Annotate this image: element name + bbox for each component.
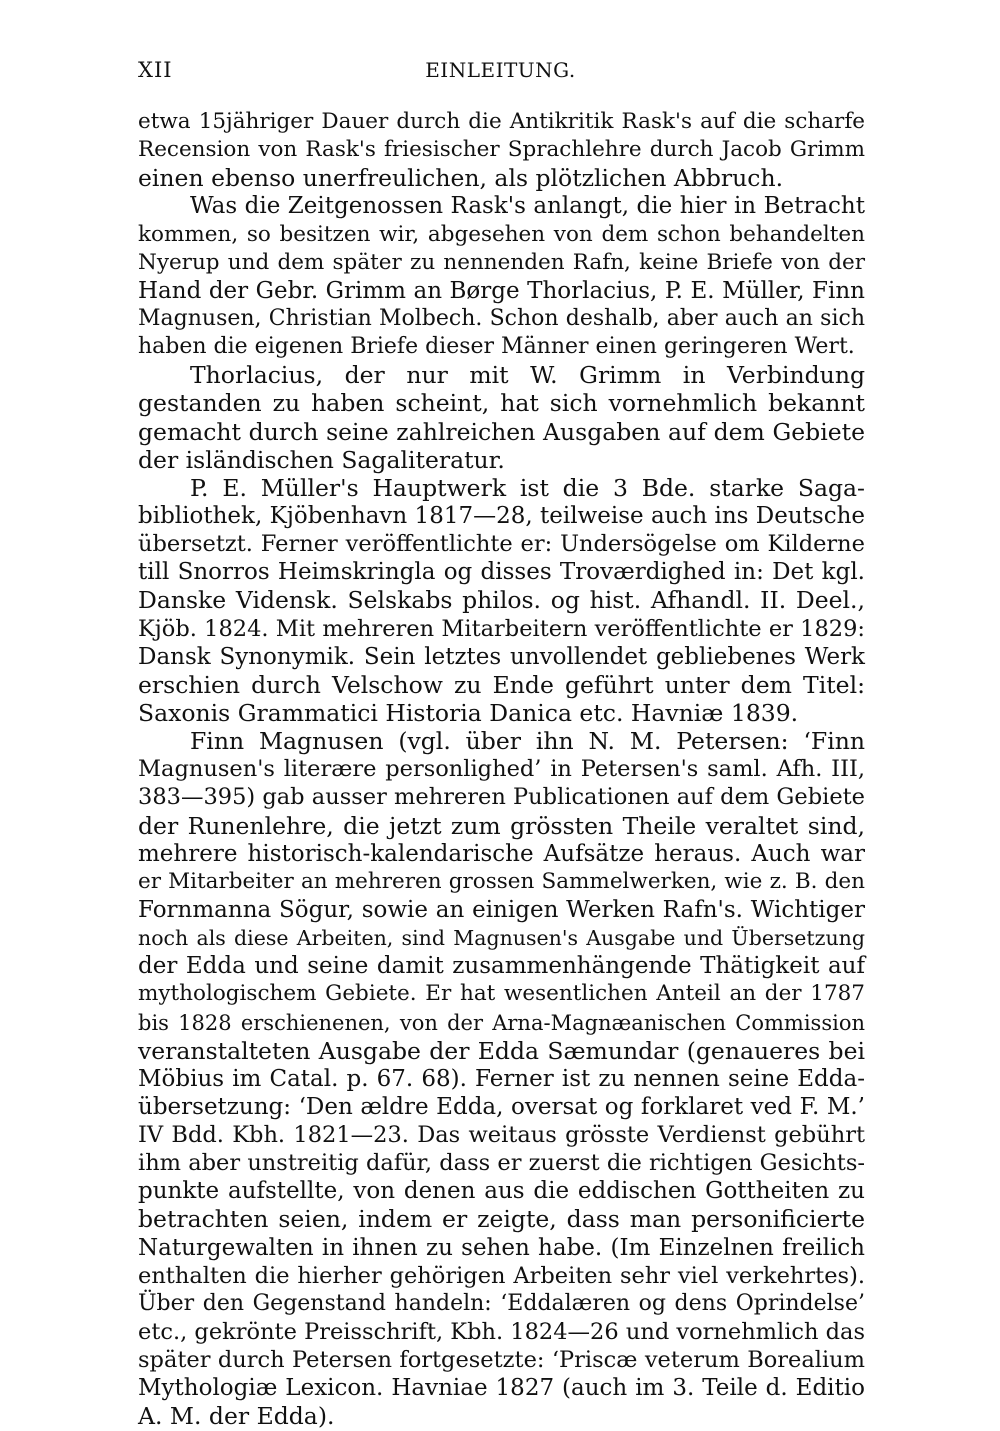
text-line: Thorlacius, der nur mit W. Grimm in Verbindung [190, 361, 865, 390]
text-line: Dansk Synonymik. Sein letztes unvollendet gebliebenes Werk [138, 643, 865, 670]
running-head: EINLEITUNG. [425, 58, 576, 82]
text-line: bis 1828 erschienenen, von der Arna-Magnæanischen Commission [138, 1010, 865, 1035]
text-line: punkte aufstellte, von denen aus die eddischen Gottheiten zu [138, 1178, 865, 1205]
text-line: ihm aber unstreitig dafür, dass er zuerst die richtigen Gesichts- [138, 1150, 865, 1177]
text-line: mythologischem Gebiete. Er hat wesentlichen Anteil an der 1787 [138, 981, 865, 1007]
text-line: der isländischen Sagaliteratur. [138, 445, 505, 474]
text-line: P. E. Müller's Hauptwerk ist die 3 Bde. starke Saga- [190, 473, 865, 502]
text-line: enthalten die hierher gehörigen Arbeiten sehr viel verkehrtes). [138, 1262, 865, 1289]
text-line: der Edda und seine damit zusammenhängende Thätigkeit auf [138, 953, 865, 980]
text-line: Magnusen's literære personlighed’ in Petersen's saml. Afh. III, [138, 756, 865, 783]
text-line: gestanden zu haben scheint, hat sich vornehmlich bekannt [138, 389, 865, 418]
text-line: Danske Vidensk. Selskabs philos. og hist. Afhandl. II. Deel., [138, 586, 865, 615]
text-line: haben die eigenen Briefe dieser Männer einen geringeren Wert. [138, 334, 855, 360]
body-text [138, 108, 865, 1431]
text-line: A. M. der Edda). [138, 1402, 335, 1431]
page-header [138, 58, 863, 86]
text-line: Saxonis Grammatici Historia Danica etc. Havniæ 1839. [138, 698, 799, 727]
text-line: Über den Gegenstand handeln: ‘Eddalæren og dens Oprindelse’ [138, 1290, 865, 1316]
text-line: gemacht durch seine zahlreichen Ausgaben auf dem Gebiete [138, 417, 865, 446]
text-line: veranstalteten Ausgabe der Edda Sæmundar (genaueres bei [138, 1036, 865, 1065]
text-line: etc., gekrönte Preisschrift, Kbh. 1824—26 und vornehmlich das [138, 1319, 866, 1346]
text-line: erschien durch Velschow zu Ende geführt unter dem Titel: [138, 670, 865, 699]
text-line: etwa 15jähriger Dauer durch die Antikritik Rask's auf die scharfe [138, 109, 865, 134]
text-line: später durch Petersen fortgesetzte: ‘Priscæ veterum Borealium [138, 1347, 865, 1374]
text-line: kommen, so besitzen wir, abgesehen von dem schon behandelten [138, 221, 865, 247]
text-line: till Snorros Heimskringla og disses Troværdighed in: Det kgl. [138, 559, 865, 586]
text-line: übersetzt. Ferner veröffentlichte er: Undersögelse om Kilderne [138, 531, 865, 558]
text-line: IV Bdd. Kbh. 1821—23. Das weitaus grösste Verdienst gebührt [138, 1122, 865, 1149]
text-line: Mythologiæ Lexicon. Havniae 1827 (auch im 3. Teile d. Editio [138, 1375, 865, 1402]
text-line: 383—395) gab ausser mehreren Publicationen auf dem Gebiete [138, 784, 865, 811]
text-line: Kjöb. 1824. Mit mehreren Mitarbeitern veröffentlichte er 1829: [138, 615, 865, 642]
text-line: Magnusen, Christian Molbech. Schon deshalb, aber auch an sich [138, 305, 865, 331]
text-line: betrachten seien, indem er zeigte, dass man personificierte [138, 1205, 865, 1234]
text-line: einen ebenso unerfreulichen, als plötzlichen Abbruch. [138, 164, 784, 193]
text-line: Nyerup und dem später zu nennenden Rafn, keine Briefe von der [138, 249, 865, 275]
text-line: Finn Magnusen (vgl. über ihn N. M. Petersen: ‘Finn [190, 727, 865, 756]
text-line: Was die Zeitgenossen Rask's anlangt, die hier in Betracht [190, 193, 865, 220]
text-line: Möbius im Catal. p. 67. 68). Ferner ist zu nennen seine Edda- [138, 1065, 865, 1092]
text-line: der Runenlehre, die jetzt zum grössten Theile veraltet sind, [138, 811, 865, 840]
text-line: Recension von Rask's friesischer Sprachlehre durch Jacob Grimm [138, 137, 865, 163]
text-line: noch als diese Arbeiten, sind Magnusen's Ausgabe und Übersetzung [138, 926, 865, 951]
text-line: Hand der Gebr. Grimm an Børge Thorlacius, P. E. Müller, Finn [138, 277, 865, 304]
page-number: XII [138, 58, 173, 82]
text-line: Fornmanna Sögur, sowie an einigen Werken Rafn's. Wichtiger [138, 896, 865, 923]
text-line: übersetzung: ‘Den ældre Edda, oversat og forklaret ved F. M.’ [138, 1093, 865, 1120]
text-line: bibliothek, Kjöbenhavn 1817—28, teilweise auch ins Deutsche [138, 502, 865, 529]
text-line: mehrere historisch-kalendarische Aufsätze heraus. Auch war [138, 840, 865, 867]
text-line: er Mitarbeiter an mehreren grossen Sammelwerken, wie z. B. den [138, 868, 865, 894]
text-line: Naturgewalten in ihnen zu sehen habe. (Im Einzelnen freilich [138, 1234, 865, 1261]
